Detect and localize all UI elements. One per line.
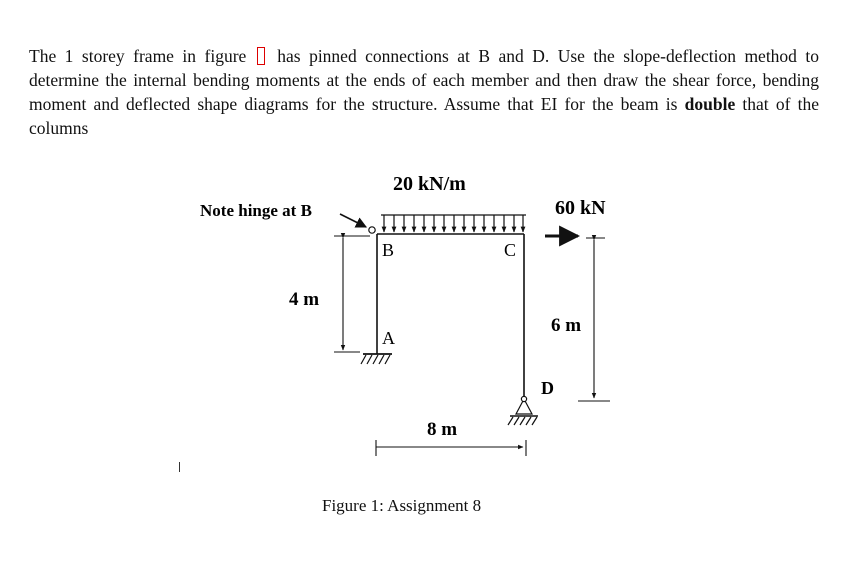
figure-caption: Figure 1: Assignment 8 <box>322 496 482 515</box>
udl-arrows <box>381 215 526 232</box>
point-load-label: 60 kN <box>555 197 606 219</box>
problem-text-part1: The 1 storey frame in figure <box>29 46 247 66</box>
node-a-label: A <box>382 328 395 348</box>
problem-emphasis: double <box>684 94 736 114</box>
fixed-support-a-icon <box>361 354 392 364</box>
node-c-label: C <box>504 240 517 260</box>
node-d-label: D <box>541 378 554 398</box>
dim-span-label: 8 m <box>427 419 458 440</box>
node-b-label: B <box>382 240 395 260</box>
stray-mark <box>179 462 180 472</box>
hinge-note: Note hinge at B <box>200 201 312 220</box>
dimension-left <box>334 236 370 352</box>
udl-label: 20 kN/m <box>393 173 466 195</box>
dimension-span <box>376 440 526 456</box>
dim-left-label: 4 m <box>289 289 320 310</box>
dim-right-label: 6 m <box>551 315 582 336</box>
note-pointer-arrow <box>340 214 366 227</box>
problem-text-part2: has pinned connections at B and D. Use the slope-deflection method to determine the internal bending moments at the ends of each member and then draw the shear force, bending moment and deflected shape diagrams for the structure. Assume that EI for the beam is <box>29 46 820 114</box>
frame-members <box>377 234 524 398</box>
dimension-right <box>578 238 610 401</box>
problem-text-part3: that of the columns <box>29 94 820 138</box>
hinge-b-icon <box>369 227 375 233</box>
pin-support-d-icon <box>508 396 538 425</box>
